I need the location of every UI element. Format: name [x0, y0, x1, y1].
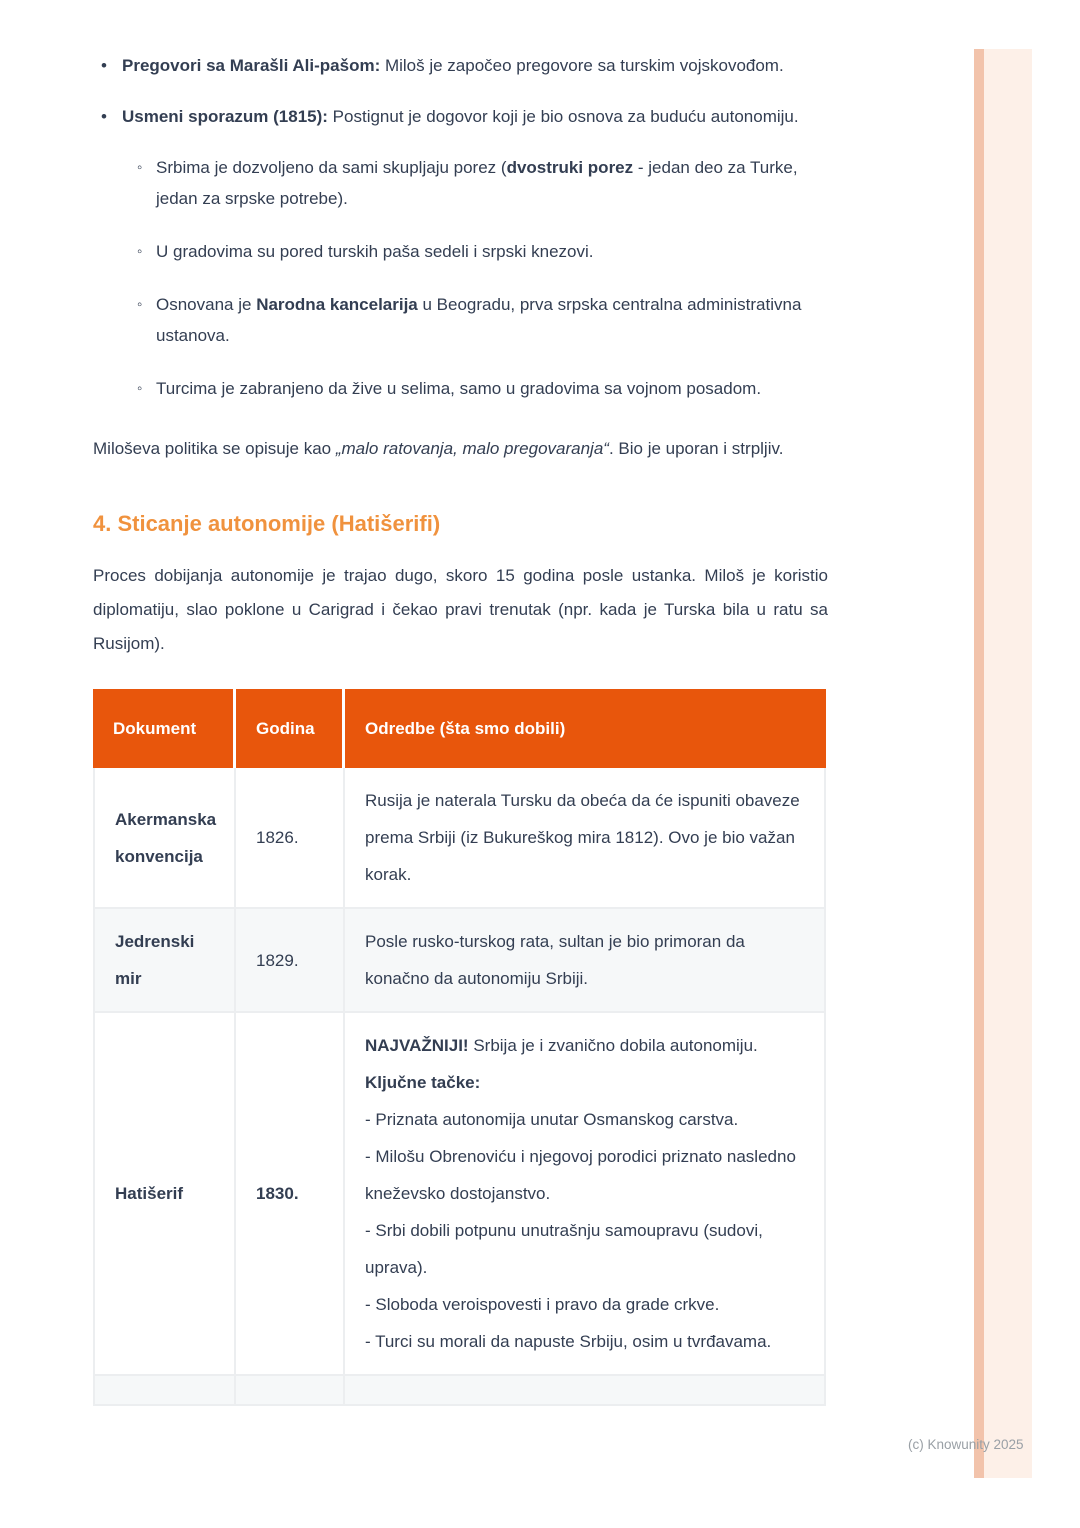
table-row: [93, 909, 826, 1013]
odredbe-line: [365, 1323, 804, 1360]
cell-godina: [236, 1376, 345, 1406]
paragraph-text: . Bio je uporan i strpljiv.: [608, 439, 784, 458]
line-text: - Priznata autonomija unutar Osmanskog carstva.: [365, 1110, 739, 1129]
autonomy-documents-table: [93, 689, 826, 1406]
sub-item-bold: dvostruki porez: [506, 158, 634, 177]
sub-list-item: [137, 152, 828, 214]
line-text: - Milošu Obrenoviću i njegovoj porodici priznato nasledno kneževsko dostojanstvo.: [365, 1147, 796, 1203]
cell-odredbe: Rusija je naterala Tursku da obeća da će ispuniti obaveze prema Srbiji (iz Bukureškog mira 1812). Ovo je bio važan korak.: [345, 768, 826, 909]
paragraph-text: Miloševa politika se opisuje kao: [93, 439, 336, 458]
list-item-text: [122, 50, 828, 81]
list-item-body: Miloš je započeo pregovore sa turskim vojskovođom.: [380, 56, 784, 75]
table-row: [93, 768, 826, 909]
paragraph-process: Proces dobijanja autonomije je trajao dugo, skoro 15 godina posle ustanka. Miloš je koristio diplomatiju, slao poklone u Carigrad i čekao pravi trenutak (npr. kada je Turska bila u ratu sa Rusijom).: [93, 566, 828, 653]
list-item-body: Postignut je dogovor koji je bio osnova za buduću autonomiju.: [327, 107, 799, 126]
cell-dokument: Akermanska konvencija: [93, 768, 236, 909]
sub-bullet-icon: ◦: [137, 380, 143, 397]
list-item: [101, 101, 828, 404]
cell-dokument: [93, 1376, 236, 1406]
table-row: [93, 1013, 826, 1376]
line-bold: Ključne tačke:: [365, 1073, 481, 1092]
cell-godina: 1830.: [236, 1013, 345, 1376]
sub-item-pre: U gradovima su pored turskih paša sedeli i srpski knezovi.: [156, 242, 594, 261]
odredbe-line: [365, 1138, 804, 1212]
section-heading: 4. Sticanje autonomije (Hatišerifi): [93, 511, 441, 536]
sub-item-bold: Narodna kancelarija: [256, 295, 418, 314]
sub-list-item-text: [156, 236, 828, 267]
sub-list-item-text: [156, 373, 828, 404]
sub-list-item-text: [156, 152, 828, 214]
odredbe-line: [365, 1027, 804, 1064]
odredbe-line: [365, 1064, 804, 1101]
cell-godina: 1829.: [236, 909, 345, 1013]
sub-bullet-icon: ◦: [137, 159, 143, 176]
odredbe-line: [365, 1101, 804, 1138]
bullet-list: [93, 50, 828, 404]
line-text: - Srbi dobili potpunu unutrašnju samoupravu (sudovi, uprava).: [365, 1221, 763, 1277]
sub-list-item: [137, 289, 828, 351]
cell-odredbe: Posle rusko-turskog rata, sultan je bio primoran da konačno da autonomiju Srbiji.: [345, 909, 826, 1013]
sub-item-pre: Srbima je dozvoljeno da sami skupljaju porez (: [156, 158, 507, 177]
column-header-odredbe: Odredbe (šta smo dobili): [345, 689, 826, 768]
sub-bullet-list: [101, 152, 828, 404]
odredbe-line: [365, 1212, 804, 1286]
column-header-godina: Godina: [236, 689, 345, 768]
list-item-lead: Usmeni sporazum (1815):: [122, 107, 328, 126]
sub-item-post: u Beogradu, prva srpska centralna administrativna ustanova.: [156, 295, 802, 345]
table-row-partial: [93, 1376, 826, 1406]
quoted-phrase: „malo ratovanja, malo pregovaranja“: [335, 439, 609, 458]
list-item: [101, 50, 828, 81]
cell-dokument: Hatišerif: [93, 1013, 236, 1376]
sub-list-item: [137, 236, 828, 267]
decorative-side-stripe: [974, 49, 1032, 1478]
cell-godina: 1826.: [236, 768, 345, 909]
line-text: - Turci su morali da napuste Srbiju, osim u tvrđavama.: [365, 1332, 772, 1351]
sub-item-post: - jedan deo za Turke, jedan za srpske potrebe).: [156, 158, 798, 208]
line-text: - Sloboda veroispovesti i pravo da grade crkve.: [365, 1295, 720, 1314]
copyright-watermark: (c) Knowunity 2025: [908, 1437, 1024, 1452]
bullet-icon: •: [101, 56, 107, 75]
list-item-lead: Pregovori sa Marašli Ali-pašom:: [122, 56, 381, 75]
table-header-row: [93, 689, 826, 768]
cell-odredbe: [345, 1376, 826, 1406]
document-content: [93, 50, 828, 1406]
line-bold: NAJVAŽNIJI!: [365, 1036, 469, 1055]
cell-odredbe: [345, 1013, 826, 1376]
paragraph-milos-policy: [93, 432, 828, 465]
list-item-text: [122, 101, 828, 132]
bullet-icon: •: [101, 107, 107, 126]
sub-item-pre: Turcima je zabranjeno da žive u selima, samo u gradovima sa vojnom posadom.: [156, 379, 762, 398]
sub-item-pre: Osnovana je: [156, 295, 257, 314]
column-header-dokument: Dokument: [93, 689, 236, 768]
sub-bullet-icon: ◦: [137, 296, 143, 313]
cell-dokument: Jedrenski mir: [93, 909, 236, 1013]
sub-list-item-text: [156, 289, 828, 351]
odredbe-line: [365, 1286, 804, 1323]
sub-list-item: [137, 373, 828, 404]
line-text: Srbija je i zvanično dobila autonomiju.: [468, 1036, 758, 1055]
sub-bullet-icon: ◦: [137, 243, 143, 260]
